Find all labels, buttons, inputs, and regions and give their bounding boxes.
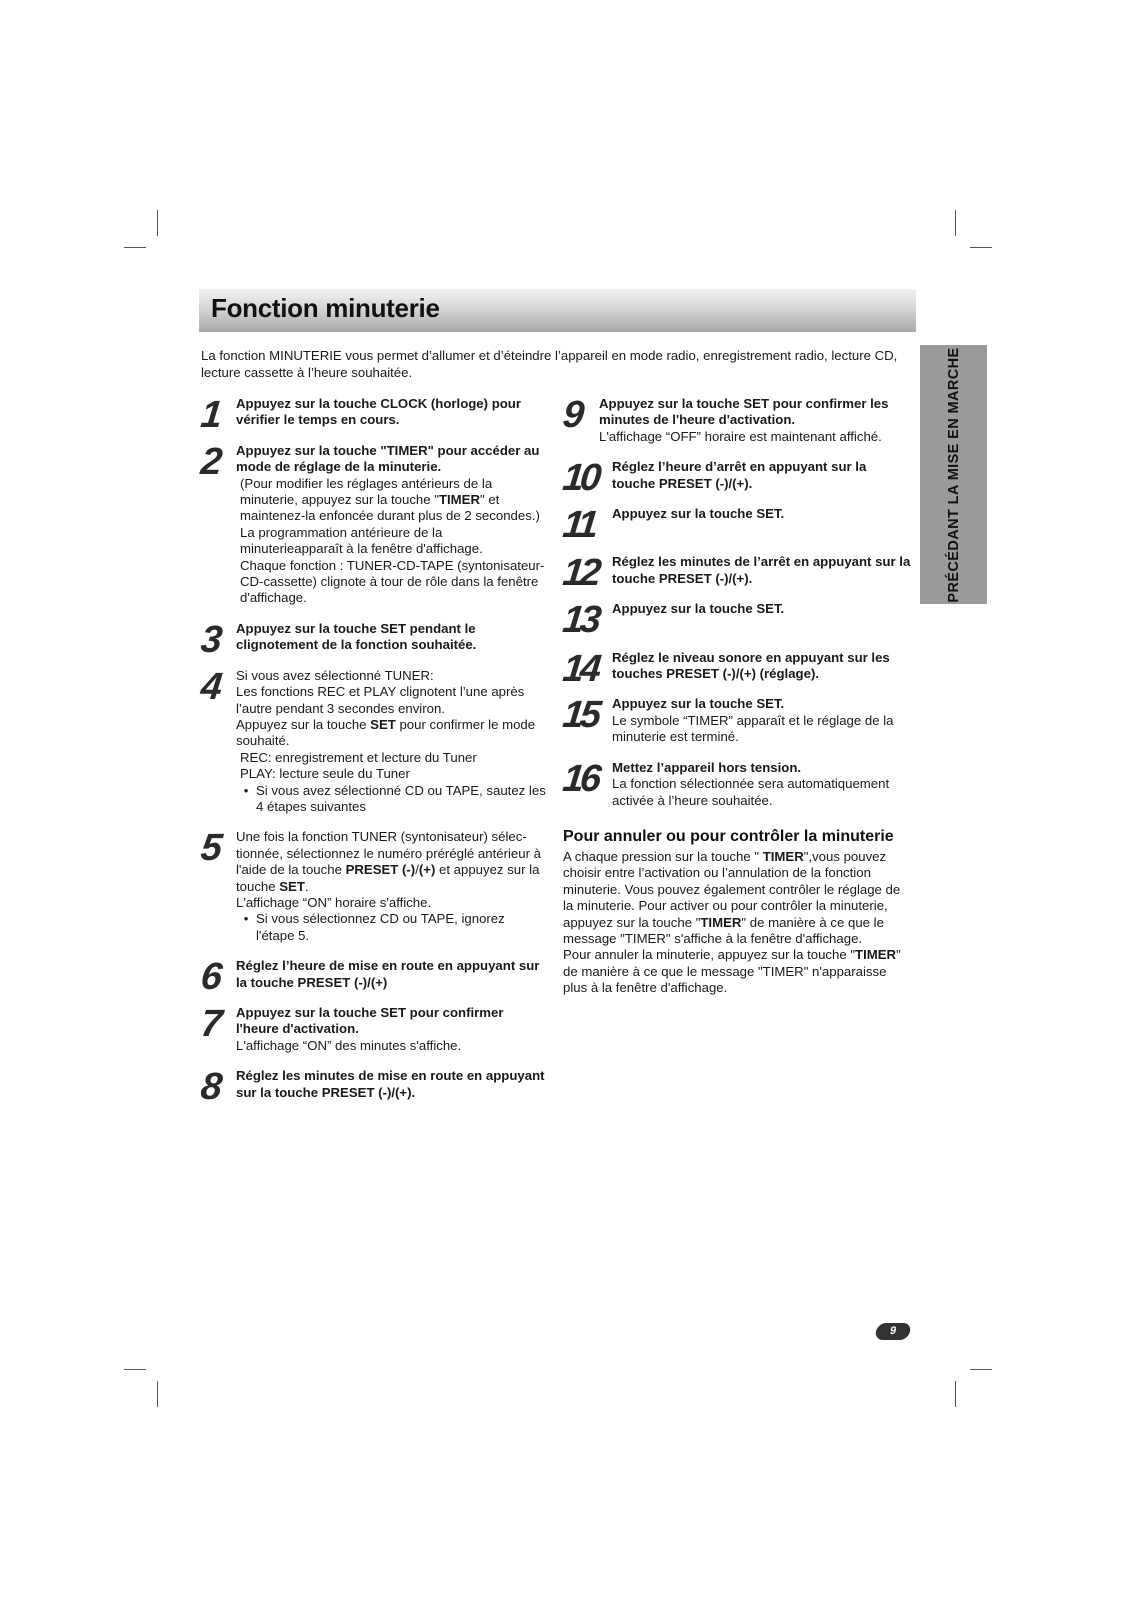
step-text-part: et appuyez sur la touche [236,862,540,894]
step-number: 11 [560,504,597,547]
step-instruction: Réglez l’heure d’arrêt en appuyant sur la touche PRESET (-)/(+). [612,459,867,491]
step-text: Les fonctions REC et PLAY clignotent l’une après l’autre pendant 3 secondes environ. [236,684,525,716]
step-8 [198,1066,546,1109]
step-6 [198,956,546,999]
step-note: Chaque fonction : TUNER-CD-TAPE (syntonisateur-CD-cassette) clignote à tour de rôle dans la fenêtre d'affichage. [240,557,545,606]
step-number: 7 [198,1003,221,1045]
step-number: 8 [198,1066,221,1109]
step-bullet [236,911,546,944]
step-text: Si vous avez sélectionné TUNER: [236,667,434,683]
step-number: 10 [560,457,600,500]
cancel-timer-heading: Pour annuler ou pour contrôler la minuterie [563,827,894,845]
step-text-key: SET [279,878,305,894]
step-text: REC: enregistrement et lecture du Tuner [240,749,477,765]
step-number: 1 [198,394,221,436]
step-number: 9 [560,394,583,436]
bullet-text: Si vous avez sélectionné CD ou TAPE, sautez les 4 étapes suivantes [256,782,546,814]
page-title: Fonction minuterie [211,293,440,323]
step-15 [560,694,913,745]
step-3 [198,618,546,661]
step-text [236,717,546,750]
step-text-part: Une fois la fonction TUNER (syntonisateur) sélec-tionnée, sélectionnez le numéro préréglé antérieur à l'aide de la touche [236,829,541,878]
bullet-text: Si vous sélectionnez CD ou TAPE, ignorez l'étape 5. [256,911,505,943]
step-text-key: PRESET (-) [345,862,416,878]
step-7 [198,1003,546,1054]
paragraph-key: TIMER [855,947,897,963]
step-instruction: Réglez le niveau sonore en appuyant sur les touches PRESET (-)/(+) (réglage). [612,649,890,682]
step-instruction: Appuyez sur la touche SET pour confirmer l'heure d'activation. [236,1005,504,1037]
step-text: L'affichage “ON” des minutes s'affiche. [236,1037,462,1053]
title-bar [199,288,916,332]
step-number: 2 [198,440,221,483]
step-text-part: Appuyez sur la touche [236,716,371,732]
cancel-timer-paragraph [563,849,913,947]
step-text: Le symbole “TIMER” apparaît et le réglage de la minuterie est terminé. [612,712,894,745]
step-text: La fonction sélectionnée sera automatiquement activée à l’heure souhaitée. [612,776,890,808]
step-12 [560,552,913,595]
step-14 [560,647,913,690]
step-text: PLAY: lecture seule du Tuner [240,766,410,782]
cancel-timer-paragraph [563,947,913,996]
crop-mark [124,1369,146,1370]
step-number: 4 [198,665,221,708]
step-5 [198,827,546,944]
step-note [236,476,546,558]
step-1 [198,394,546,436]
step-instruction: Mettez l’appareil hors tension. [612,759,802,775]
step-text [236,829,546,895]
step-4 [198,665,546,816]
crop-mark [157,1381,158,1407]
step-note-text: " et maintenez-la enfoncée durant plus de 2 secondes.) La programmation antérieure de la minuterieapparaît à la fenêtre d'affichage. [240,492,540,557]
crop-mark [157,210,158,236]
section-side-tab-label: PRÉCÉDANT LA MISE EN MARCHE [945,346,962,603]
step-13 [560,599,913,642]
section-side-tab [920,345,987,604]
page-number-badge: 9 [874,1323,912,1340]
crop-mark [955,1381,956,1407]
step-instruction: Appuyez sur la touche SET pour confirmer les minutes de l'heure d'activation. [599,396,889,428]
paragraph-key: TIMER [700,914,742,930]
step-number: 15 [560,694,600,737]
crop-mark [955,210,956,236]
step-number: 5 [198,827,221,870]
paragraph-part: " de manière à ce que le message "TIMER" n'apparaisse plus à la fenêtre d'affichage. [563,947,901,996]
step-instruction: Réglez les minutes de l’arrêt en appuyant sur la touche PRESET (-)/(+). [612,554,911,586]
step-text-part: / [415,862,419,878]
steps-left-column [198,394,546,1115]
paragraph-part: A chaque pression sur la touche " [563,848,763,864]
step-instruction: Appuyez sur la touche SET. [612,696,785,712]
step-16 [560,757,913,809]
step-note-key: TIMER [438,492,480,508]
step-instruction: Réglez les minutes de mise en route en appuyant sur la touche PRESET (-)/(+). [236,1068,545,1100]
step-text: L'affichage “OFF” horaire est maintenant affiché. [599,428,882,444]
paragraph-part: ",vous pouvez choisir entre l’activation ou l’annulation de la fonction minuterie. Vous pouvez également contrôler le réglage de la minuterie. Pour activer ou pour contrôler la minuterie, appuyez sur la touche " [563,848,901,930]
step-text: L'affichage “ON” horaire s'affiche. [236,894,432,910]
step-instruction: Appuyez sur la touche SET. [612,506,785,522]
step-number: 6 [198,956,221,999]
step-instruction: Appuyez sur la touche CLOCK (horloge) pour vérifier le temps en cours. [236,396,521,428]
cancel-timer-section [563,827,913,997]
step-number: 3 [198,618,221,661]
crop-mark [970,1369,992,1370]
crop-mark [124,247,146,248]
steps-right-column [560,394,913,997]
step-text-part: . [304,878,309,894]
paragraph-part: " de manière à ce que le message "TIMER" s'affiche à la fenêtre d'affichage. [563,914,884,946]
step-2 [198,440,546,607]
step-instruction: Appuyez sur la touche SET. [612,601,785,617]
step-instruction: Appuyez sur la touche "TIMER" pour accéder au mode de réglage de la minuterie. [236,442,540,475]
step-text-key: (+) [418,862,436,878]
step-note-text: (Pour modifier les réglages antérieurs de la minuterie, appuyez sur la touche " [240,475,493,508]
step-text-part: pour confirmer le mode souhaité. [236,716,536,749]
step-10 [560,457,913,500]
intro-paragraph: La fonction MINUTERIE vous permet d’allumer et d’éteindre l’appareil en mode radio, enregistrement radio, lecture CD, lecture cassette à l’heure souhaitée. [201,348,898,380]
paragraph-part: Pour annuler la minuterie, appuyez sur la touche " [563,947,856,963]
step-11 [560,504,913,547]
bullet-mark: • [243,911,249,927]
step-number: 12 [560,552,600,595]
step-instruction: Appuyez sur la touche SET pendant le clignotement de la fonction souhaitée. [236,620,477,653]
step-number: 16 [560,757,600,800]
step-text-key: SET [370,716,396,732]
step-9 [560,394,913,445]
step-number: 14 [560,647,600,690]
step-number: 13 [560,599,600,642]
step-bullet [236,783,546,816]
paragraph-key: TIMER [762,848,804,864]
step-instruction: Réglez l’heure de mise en route en appuyant sur la touche PRESET (-)/(+) [236,958,540,990]
crop-mark [970,247,992,248]
bullet-mark: • [243,782,249,798]
